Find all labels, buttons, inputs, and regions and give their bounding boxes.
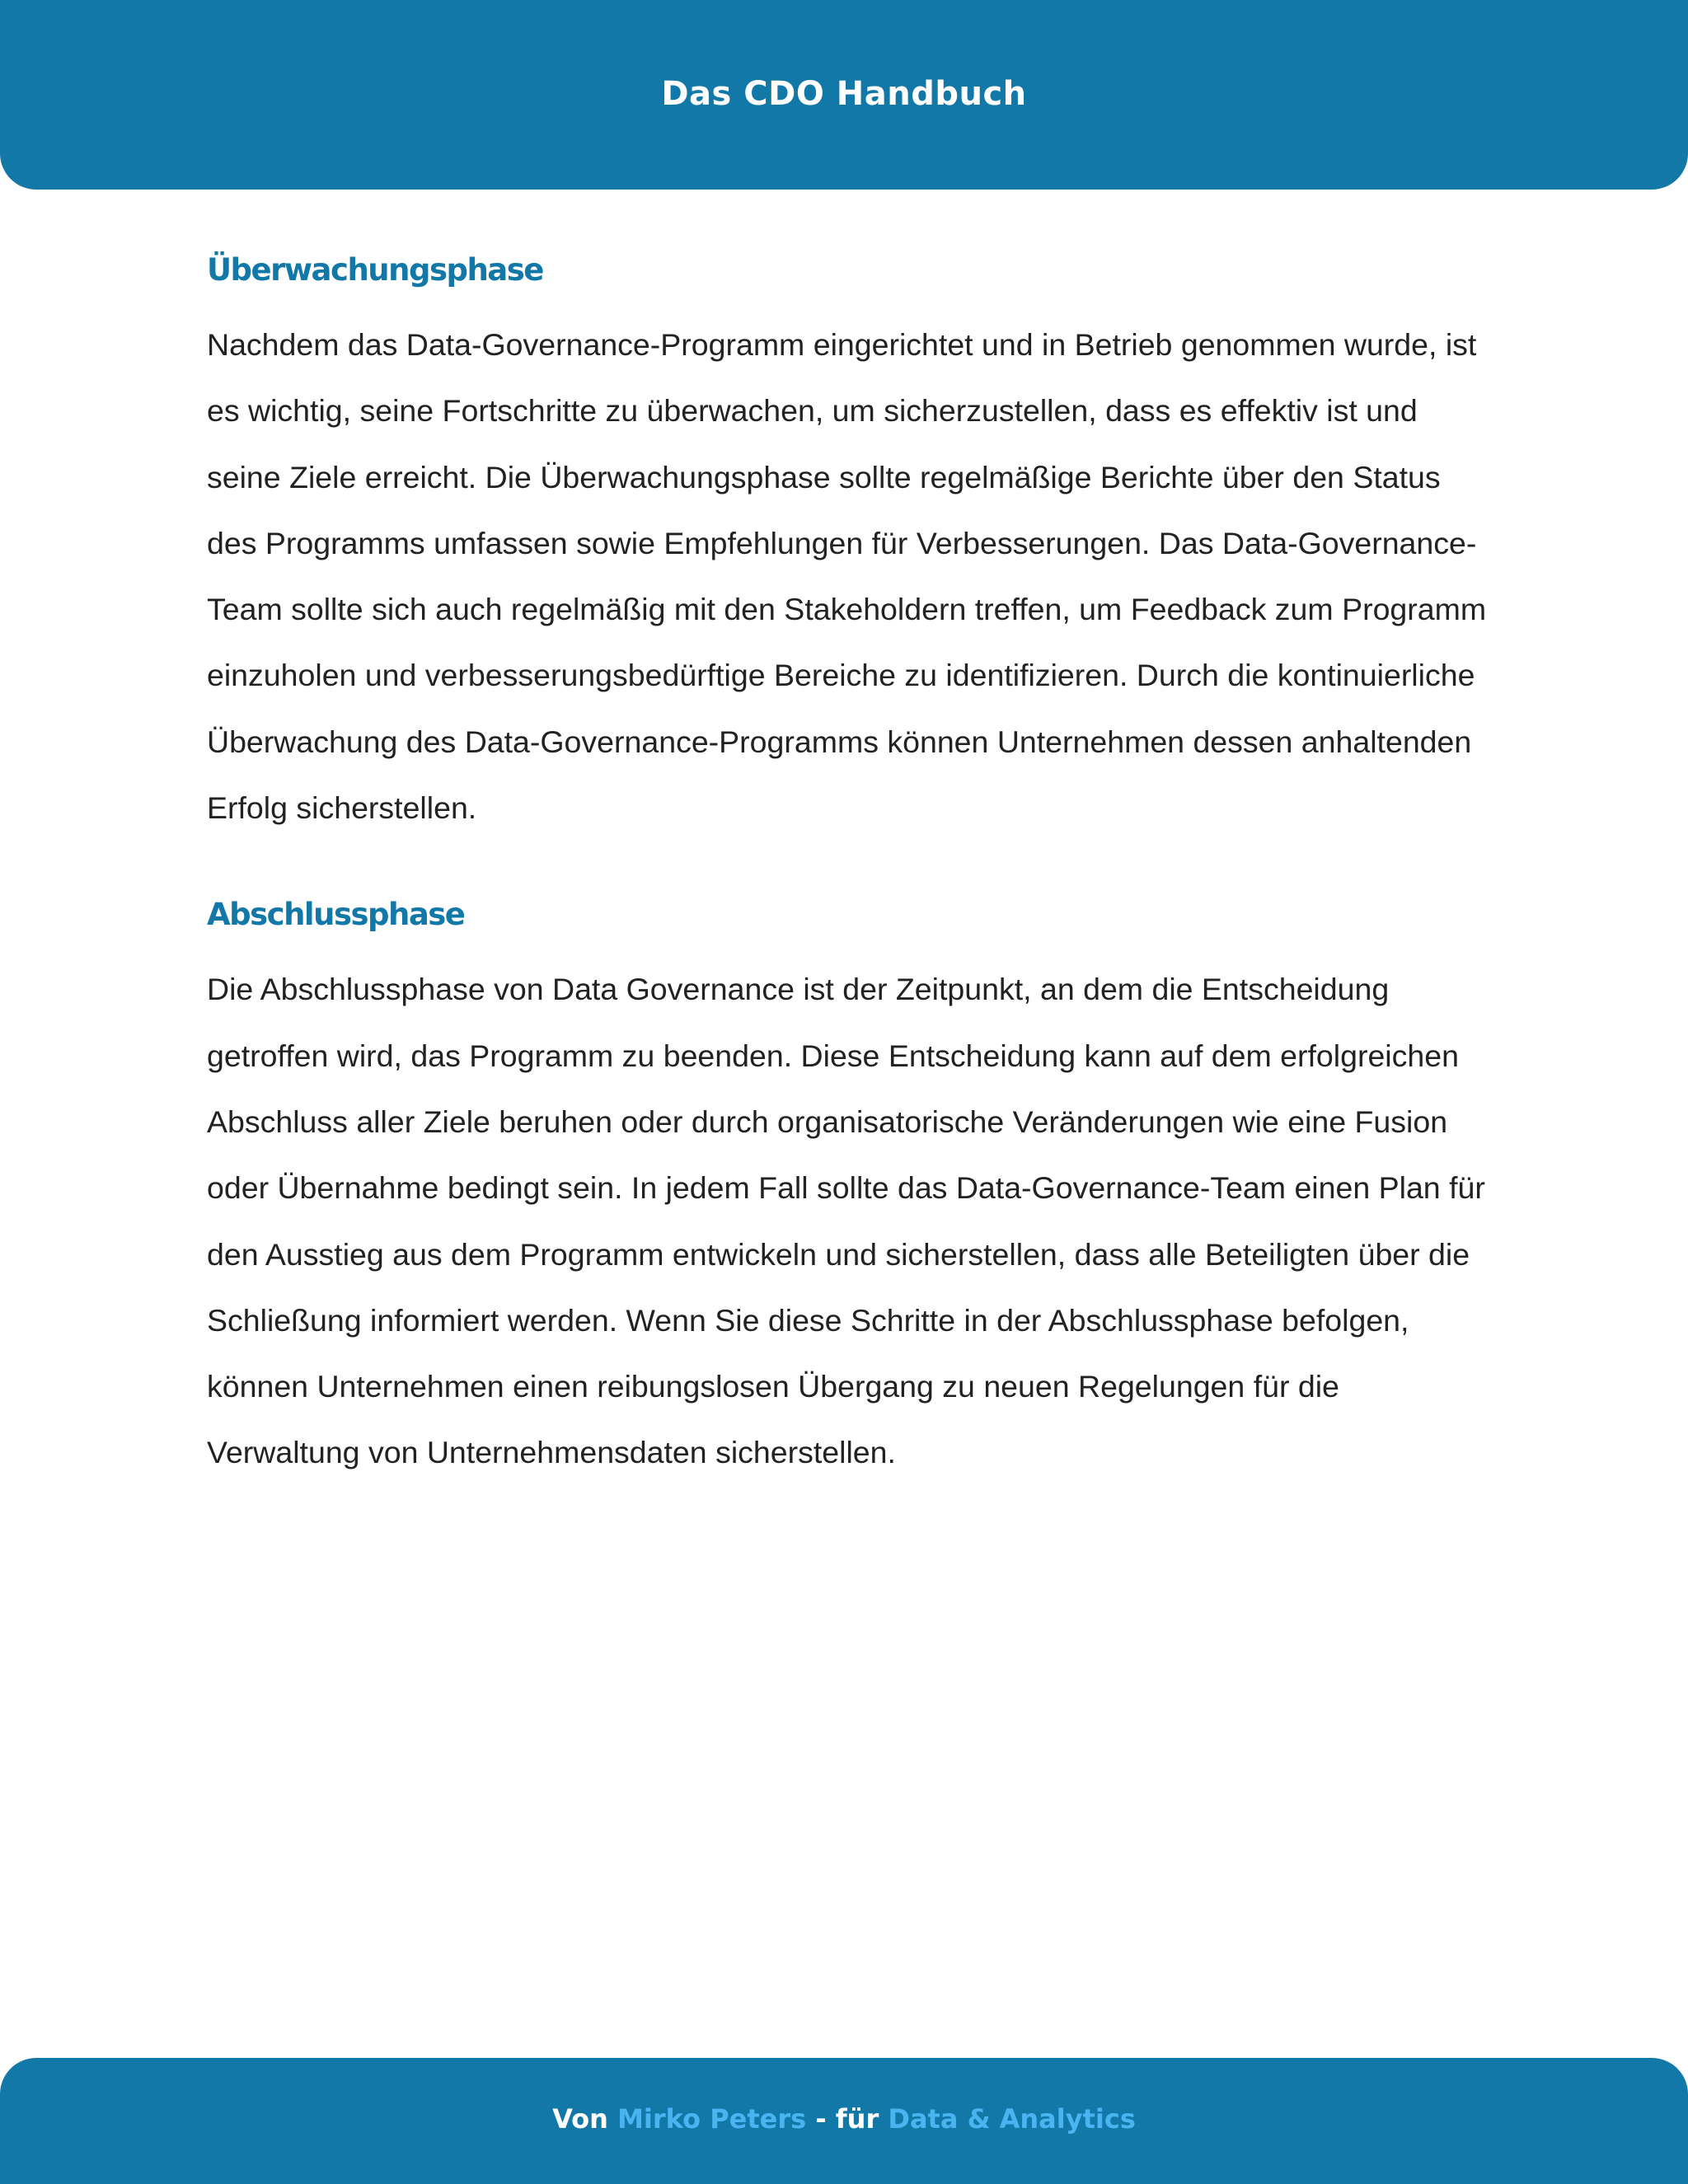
footer-separator: - für — [806, 2103, 889, 2135]
page-footer — [0, 2058, 1688, 2184]
footer-credit — [0, 2094, 1688, 2144]
footer-prefix: Von — [552, 2103, 618, 2135]
section-heading: Abschlussphase — [207, 897, 465, 933]
footer-topic: Data & Analytics — [888, 2103, 1136, 2135]
section-ueberwachungsphase — [207, 244, 1493, 841]
footer-author: Mirko Peters — [617, 2103, 807, 2135]
main-content — [207, 244, 1493, 1486]
page-header — [0, 0, 1688, 190]
section-paragraph: Die Abschlussphase von Data Governance ist der Zeitpunkt, an dem die Entscheidung getroffen wird, das Programm zu beenden. Diese Entscheidung kann auf dem erfolgreichen Abschluss aller Ziele beruhen oder durch organisatorische Veränderungen wie eine Fusion oder Übernahme bedingt sein. In jedem Fall sollte das Data-Governance-Team einen Plan für den Ausstieg aus dem Programm entwickeln und sicherstellen, dass alle Beteiligten über die Schließung informiert werden. Wenn Sie diese Schritte in der Abschlussphase befolgen, können Unternehmen einen reibungslosen Übergang zu neuen Regelungen für die Verwaltung von Unternehmensdaten sicherstellen. — [207, 972, 1485, 1470]
section-abschlussphase — [207, 888, 1493, 1485]
section-heading: Überwachungsphase — [207, 252, 543, 288]
section-paragraph: Nachdem das Data-Governance-Programm eingerichtet und in Betrieb genommen wurde, ist es wichtig, seine Fortschritte zu überwachen, um sicherzustellen, dass es effektiv ist und seine Ziele erreicht. Die Überwachungsphase sollte regelmäßige Berichte über den Status des Programms umfassen sowie Empfehlungen für Verbesserungen. Das Data-Governance-Team sollte sich auch regelmäßig mit den Stakeholdern treffen, um Feedback zum Programm einzuholen und verbesserungsbedürftige Bereiche zu identifizieren. Durch die kontinuierliche Überwachung des Data-Governance-Programms können Unternehmen dessen anhaltenden Erfolg sicherstellen. — [207, 327, 1487, 826]
header-title: Das CDO Handbuch — [661, 75, 1027, 113]
